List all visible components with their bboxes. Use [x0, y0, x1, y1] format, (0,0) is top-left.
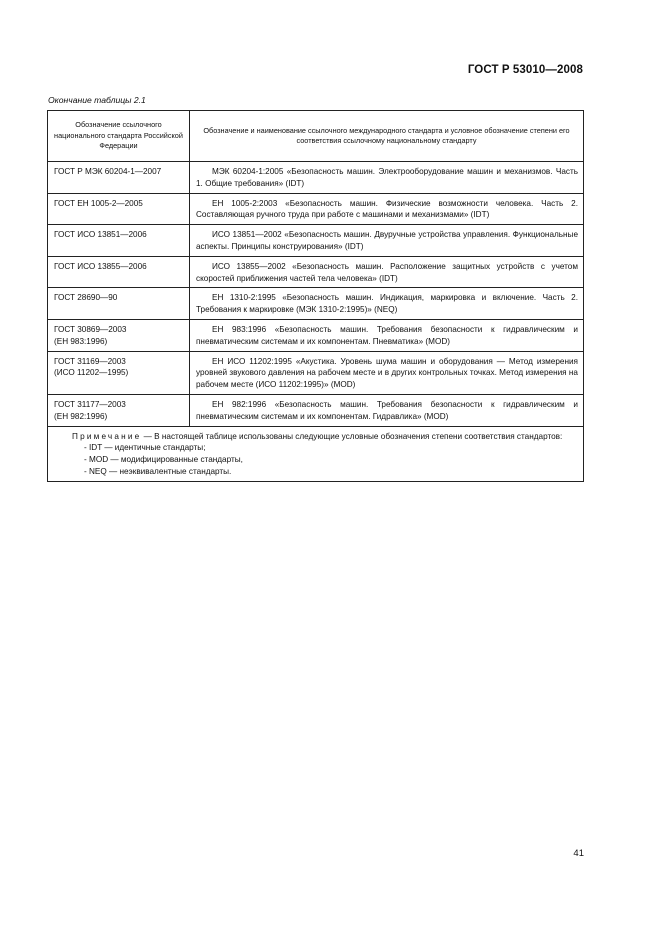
column-header-international: Обозначение и наименование ссылочного международного стандарта и условное обозначение степени его соответствия ссылочному национальному стандарту — [190, 111, 584, 162]
national-standard-cell: ГОСТ 28690—90 — [48, 288, 190, 320]
table-note-row — [48, 426, 584, 481]
national-standard-cell: ГОСТ 30869—2003 (ЕН 983:1996) — [48, 319, 190, 351]
note-text: — В настоящей таблице использованы следующие условные обозначения степени соответствия стандартов: — [143, 431, 563, 441]
international-standard-cell: ИСО 13855—2002 «Безопасность машин. Расположение защитных устройств с учетом скоростей приближения частей тела человека» (IDT) — [190, 256, 584, 288]
international-standard-cell: МЭК 60204-1:2005 «Безопасность машин. Электрооборудование машин и механизмов. Часть 1. Общие требования» (IDT) — [190, 162, 584, 194]
note-item-mod: - MOD — модифицированные стандарты, — [84, 455, 243, 465]
table-caption: Окончание таблицы 2.1 — [48, 95, 146, 105]
note-heading — [54, 431, 578, 443]
international-standard-cell: ЕН 1310-2:1995 «Безопасность машин. Индикация, маркировка и включение. Часть 2. Требования к маркировке (МЭК 1310-2:1995)» (NEQ) — [190, 288, 584, 320]
table-row — [48, 193, 584, 225]
standard-code: ГОСТ Р 53010—2008 — [467, 64, 583, 76]
page-number: 41 — [573, 848, 584, 859]
table-row — [48, 256, 584, 288]
table-row — [48, 162, 584, 194]
table-row — [48, 225, 584, 257]
national-standard-cell: ГОСТ 31169—2003 (ИСО 11202—1995) — [48, 351, 190, 394]
national-standard-cell: ГОСТ ИСО 13855—2006 — [48, 256, 190, 288]
note-label: Примечание — [72, 431, 142, 441]
table-header-row — [48, 111, 584, 162]
table-row — [48, 319, 584, 351]
table-row — [48, 351, 584, 394]
international-standard-cell: ЕН ИСО 11202:1995 «Акустика. Уровень шума машин и оборудования — Метод измерения уровней звукового давления на рабочем месте и в других контрольных точках. Метод измерения на рабочем месте (ИСО 11202:1995)» (MOD) — [190, 351, 584, 394]
international-standard-cell: ЕН 983:1996 «Безопасность машин. Требования безопасности к гидравлическим и пневматическим системам и их компонентам. Пневматика» (MOD) — [190, 319, 584, 351]
note-item-neq: - NEQ — неэквивалентные стандарты. — [84, 466, 232, 476]
table-row — [48, 288, 584, 320]
international-standard-cell: ЕН 1005-2:2003 «Безопасность машин. Физические возможности человека. Часть 2. Составляющая ручного труда при работе с машинами и механизмами» (IDT) — [190, 193, 584, 225]
national-standard-cell: ГОСТ 31177—2003 (ЕН 982:1996) — [48, 394, 190, 426]
table-row — [48, 394, 584, 426]
column-header-national: Обозначение ссылочного национального стандарта Российской Федерации — [48, 111, 190, 162]
table-note — [48, 426, 584, 481]
note-item-idt: - IDT — идентичные стандарты; — [84, 443, 206, 453]
national-standard-cell: ГОСТ ИСО 13851—2006 — [48, 225, 190, 257]
international-standard-cell: ЕН 982:1996 «Безопасность машин. Требования безопасности к гидравлическим и пневматическим системам и их компонентам. Гидравлика» (MOD) — [190, 394, 584, 426]
international-standard-cell: ИСО 13851—2002 «Безопасность машин. Двуручные устройства управления. Функциональные аспекты. Принципы конструирования» (IDT) — [190, 225, 584, 257]
reference-standards-table — [47, 110, 584, 482]
national-standard-cell: ГОСТ Р МЭК 60204-1—2007 — [48, 162, 190, 194]
national-standard-cell: ГОСТ ЕН 1005-2—2005 — [48, 193, 190, 225]
